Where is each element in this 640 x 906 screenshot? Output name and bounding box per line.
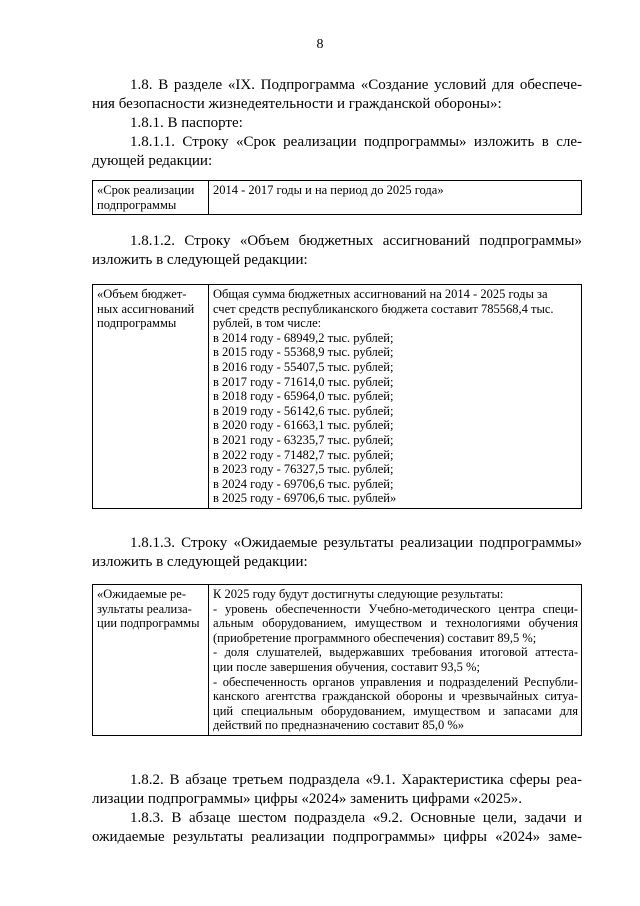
results-label-cell <box>93 585 209 736</box>
results-value-cell <box>209 585 582 736</box>
budget-year-line: в 2024 году - 69706,6 тыс. рублей; <box>213 476 394 491</box>
intro-line-5: дующей редакции: <box>92 153 213 169</box>
results-line: действий по предназначению составит 85,0 %» <box>213 718 465 733</box>
intro-line-2: ния безопасности жизнедеятельности и гражданской обороны»: <box>92 96 502 112</box>
budget-label-line: ных ассигнований <box>97 301 195 316</box>
budget-label-line: подпрограммы <box>97 316 177 331</box>
budget-year-line: в 2021 году - 63235,7 тыс. рублей; <box>213 432 394 447</box>
budget-label-line: «Объем бюджет- <box>97 287 187 301</box>
results-para-line-2: изложить в следующей редакции: <box>92 554 308 570</box>
budget-year-line: в 2022 году - 71482,7 тыс. рублей; <box>213 447 394 462</box>
term-table <box>92 180 582 215</box>
budget-year-line: в 2018 году - 65964,0 тыс. рублей; <box>213 389 394 404</box>
paragraph-budget <box>92 232 582 270</box>
budget-line: рублей, в том числе: <box>213 316 322 331</box>
paragraph-amendments <box>92 771 582 847</box>
budget-year-line: в 2025 году - 69706,6 тыс. рублей» <box>213 491 397 506</box>
budget-para-line-1: 1.8.1.2. Строку «Объем бюджетных ассигнований подпрограммы» <box>130 233 582 249</box>
intro-line-1: 1.8. В разделе «IX. Подпрограмма «Создание условий для обеспече- <box>130 77 582 93</box>
budget-line: Общая сумма бюджетных ассигнований на 2014 - 2025 годы за <box>213 287 548 301</box>
budget-year-line: в 2014 году - 68949,2 тыс. рублей; <box>213 330 394 345</box>
budget-year-line: в 2019 году - 56142,6 тыс. рублей; <box>213 403 394 418</box>
amend-line-1: 1.8.2. В абзаце третьем подраздела «9.1. Характеристика сферы реа- <box>130 772 582 788</box>
budget-label-cell <box>93 285 209 509</box>
budget-year-line: в 2020 году - 61663,1 тыс. рублей; <box>213 418 394 433</box>
term-label-line: подпрограммы <box>97 197 177 212</box>
budget-para-line-2: изложить в следующей редакции: <box>92 252 308 268</box>
results-line: - доля слушателей, выдержавших требования итоговой аттеста- <box>213 645 578 660</box>
results-line: ций специальным оборудованием, имуществом и запасами для <box>213 703 578 718</box>
results-line: - уровень обеспеченности Учебно-методического центра специ- <box>213 601 578 616</box>
results-line: К 2025 году будут достигнуты следующие результаты: <box>213 587 504 601</box>
results-label-line: ции подпрограммы <box>97 616 200 631</box>
intro-line-4: 1.8.1.1. Строку «Срок реализации подпрограммы» изложить в сле- <box>130 134 582 150</box>
page-number: 8 <box>316 37 324 52</box>
budget-year-line: в 2017 году - 71614,0 тыс. рублей; <box>213 374 394 389</box>
results-line: (приобретение программного обеспечения) составит 89,5 %; <box>213 630 537 645</box>
results-label-line: «Ожидаемые ре- <box>97 587 187 601</box>
budget-line: счет средств республиканского бюджета составит 785568,4 тыс. <box>213 301 554 316</box>
budget-year-line: в 2023 году - 76327,5 тыс. рублей; <box>213 462 394 477</box>
results-para-line-1: 1.8.1.3. Строку «Ожидаемые результаты реализации подпрограммы» <box>130 535 582 551</box>
term-value: 2014 - 2017 годы и на период до 2025 года» <box>213 183 444 197</box>
results-line: альным оборудованием, имуществом и технологиями обучения <box>213 616 578 631</box>
results-line: канского агентства гражданской обороны и чрезвычайных ситуа- <box>213 689 578 704</box>
results-label-line: зультаты реализа- <box>97 601 192 616</box>
intro-line-3: 1.8.1. В паспорте: <box>130 115 243 131</box>
budget-value-cell <box>209 285 582 509</box>
amend-line-2: лизации подпрограммы» цифры «2024» заменить цифрами «2025». <box>92 791 523 807</box>
results-table <box>92 584 582 736</box>
results-line: - обеспеченность органов управления и подразделений Республи- <box>213 674 578 689</box>
amend-line-4: ожидаемые результаты реализации подпрограммы» цифры «2024» заме- <box>92 829 582 845</box>
results-line: ции после завершения обучения, составит 93,5 %; <box>213 659 480 674</box>
amend-line-3: 1.8.3. В абзаце шестом подраздела «9.2. Основные цели, задачи и <box>130 810 582 826</box>
paragraph-results <box>92 534 582 572</box>
budget-year-line: в 2015 году - 55368,9 тыс. рублей; <box>213 345 394 360</box>
budget-table <box>92 284 582 509</box>
term-value-cell <box>209 181 582 215</box>
term-label-cell <box>93 181 209 215</box>
budget-year-line: в 2016 году - 55407,5 тыс. рублей; <box>213 359 394 374</box>
section-intro <box>92 76 582 171</box>
term-label-line: «Срок реализации <box>97 183 195 197</box>
